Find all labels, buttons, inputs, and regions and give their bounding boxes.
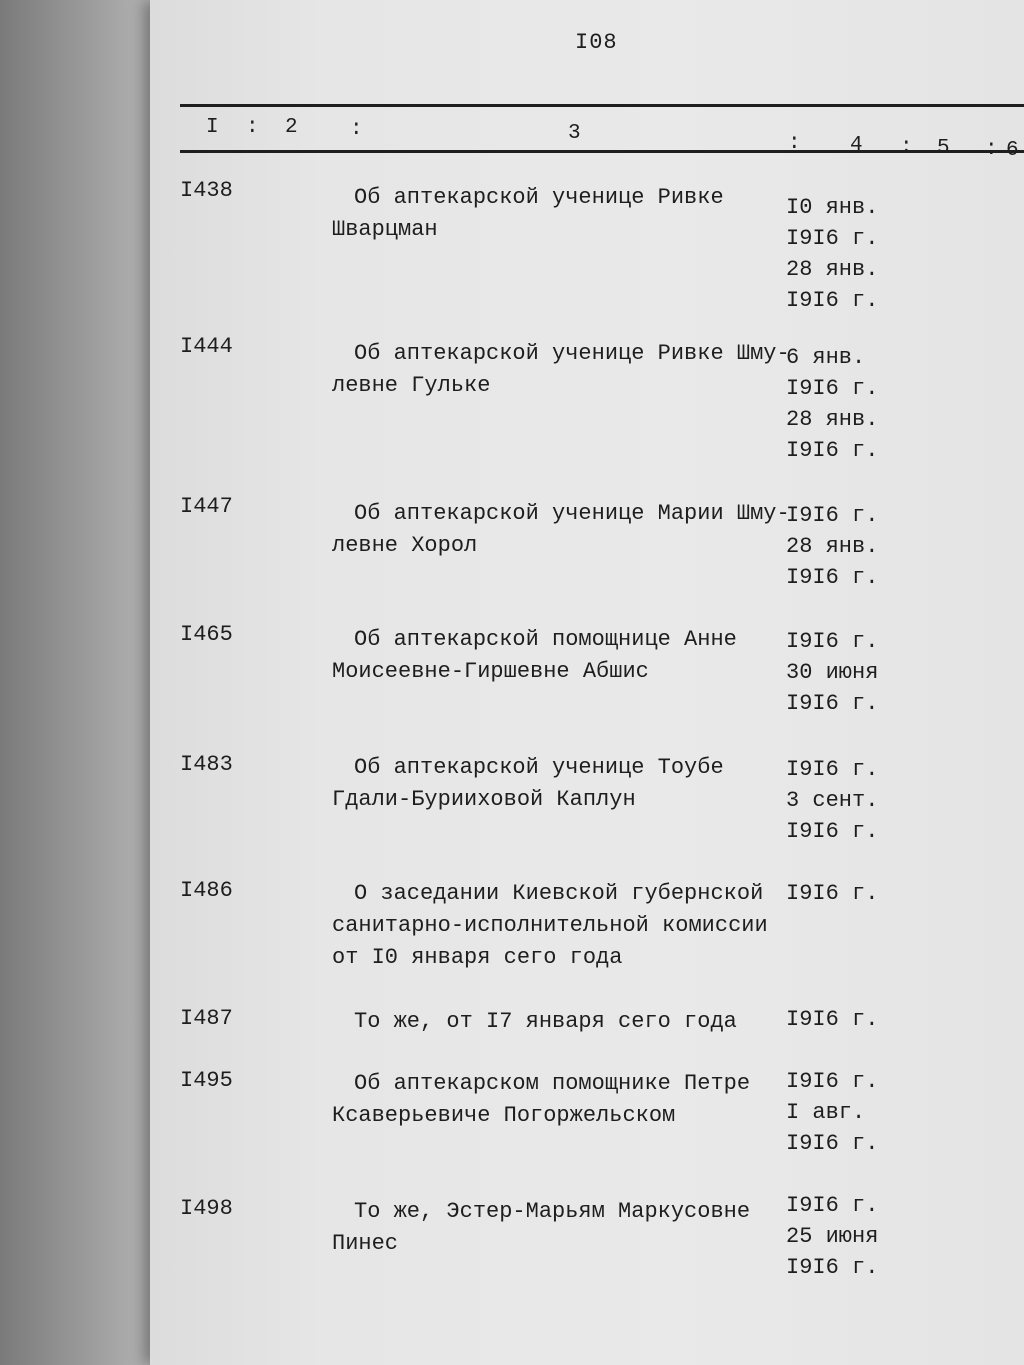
- date-line: I авг.: [786, 1100, 866, 1125]
- column-header-3: 3: [568, 122, 581, 145]
- record-number: I495: [180, 1068, 233, 1093]
- date-line: I9I6 г.: [786, 629, 879, 654]
- record-number: I465: [180, 622, 233, 647]
- column-separator: :: [350, 118, 363, 141]
- record-number: I487: [180, 1006, 233, 1031]
- date-line: 3 сент.: [786, 788, 879, 813]
- column-header-1: I: [206, 116, 219, 139]
- column-header-5: 5: [937, 137, 950, 160]
- date-line: I9I6 г.: [786, 288, 879, 313]
- column-header-2: 2: [285, 116, 298, 139]
- date-line: I9I6 г.: [786, 1131, 879, 1156]
- record-title: То же, Эстер-Марьям Маркусовне Пинес: [332, 1199, 764, 1256]
- date-line: I9I6 г.: [786, 376, 879, 401]
- column-separator: :: [788, 132, 801, 155]
- record-dates: [786, 500, 878, 593]
- record-dates: [786, 1004, 878, 1035]
- date-line: I9I6 г.: [786, 503, 879, 528]
- date-line: I9I6 г.: [786, 1069, 879, 1094]
- date-line: I0 янв.: [786, 195, 879, 220]
- date-line: 28 янв.: [786, 407, 879, 432]
- date-line: I9I6 г.: [786, 438, 879, 463]
- record-title: Об аптекарском помощнике Петре Ксаверьевиче Погоржельском: [332, 1071, 764, 1128]
- date-line: I9I6 г.: [786, 819, 879, 844]
- record-title: Об аптекарской ученице Ривке Шварцман: [332, 185, 737, 242]
- record-dates: [786, 878, 878, 909]
- record-title: Об аптекарской помощнице Анне Моисеевне-Гиршевне Абшис: [332, 627, 751, 684]
- date-line: I9I6 г.: [786, 226, 879, 251]
- date-line: 28 янв.: [786, 534, 879, 559]
- page-number: I08: [575, 30, 618, 55]
- record-dates: [786, 192, 878, 316]
- date-line: I9I6 г.: [786, 1007, 879, 1032]
- column-separator: :: [900, 136, 913, 159]
- record-title: О заседании Киевской губернской санитарно-исполнительной комиссии от I0 января сего года: [332, 881, 781, 970]
- column-header-6: 6: [1006, 139, 1019, 162]
- record-number: I447: [180, 494, 233, 519]
- column-separator: :: [985, 138, 998, 161]
- record-title: Об аптекарской ученице Тоубе Гдали-Бурииховой Каплун: [332, 755, 737, 812]
- record-number: I486: [180, 878, 233, 903]
- date-line: I9I6 г.: [786, 1193, 879, 1218]
- date-line: 6 янв.: [786, 345, 866, 370]
- record-title: Об аптекарской ученице Ривке Шму-левне Гульке: [332, 341, 790, 398]
- date-line: I9I6 г.: [786, 565, 879, 590]
- record-dates: [786, 342, 878, 466]
- date-line: I9I6 г.: [786, 691, 879, 716]
- date-line: 28 янв.: [786, 257, 879, 282]
- record-number: I483: [180, 752, 233, 777]
- record-title: Об аптекарской ученице Марии Шму-левне Хорол: [332, 501, 790, 558]
- header-rule-top: [180, 104, 1024, 107]
- date-line: 30 июня: [786, 660, 879, 685]
- column-header-4: 4: [850, 134, 863, 157]
- record-number: I498: [180, 1196, 233, 1221]
- record-dates: [786, 754, 878, 847]
- underlying-page-edge: [0, 0, 150, 1365]
- header-rule-bottom: [180, 150, 1024, 153]
- date-line: 25 июня: [786, 1224, 879, 1249]
- date-line: I9I6 г.: [786, 881, 879, 906]
- record-dates: [786, 1066, 878, 1159]
- column-separator: :: [246, 116, 259, 139]
- record-dates: [786, 1190, 878, 1283]
- record-dates: [786, 626, 878, 719]
- record-number: I438: [180, 178, 233, 203]
- record-number: I444: [180, 334, 233, 359]
- date-line: I9I6 г.: [786, 1255, 879, 1280]
- date-line: I9I6 г.: [786, 757, 879, 782]
- record-title: То же, от I7 января сего года: [354, 1009, 737, 1034]
